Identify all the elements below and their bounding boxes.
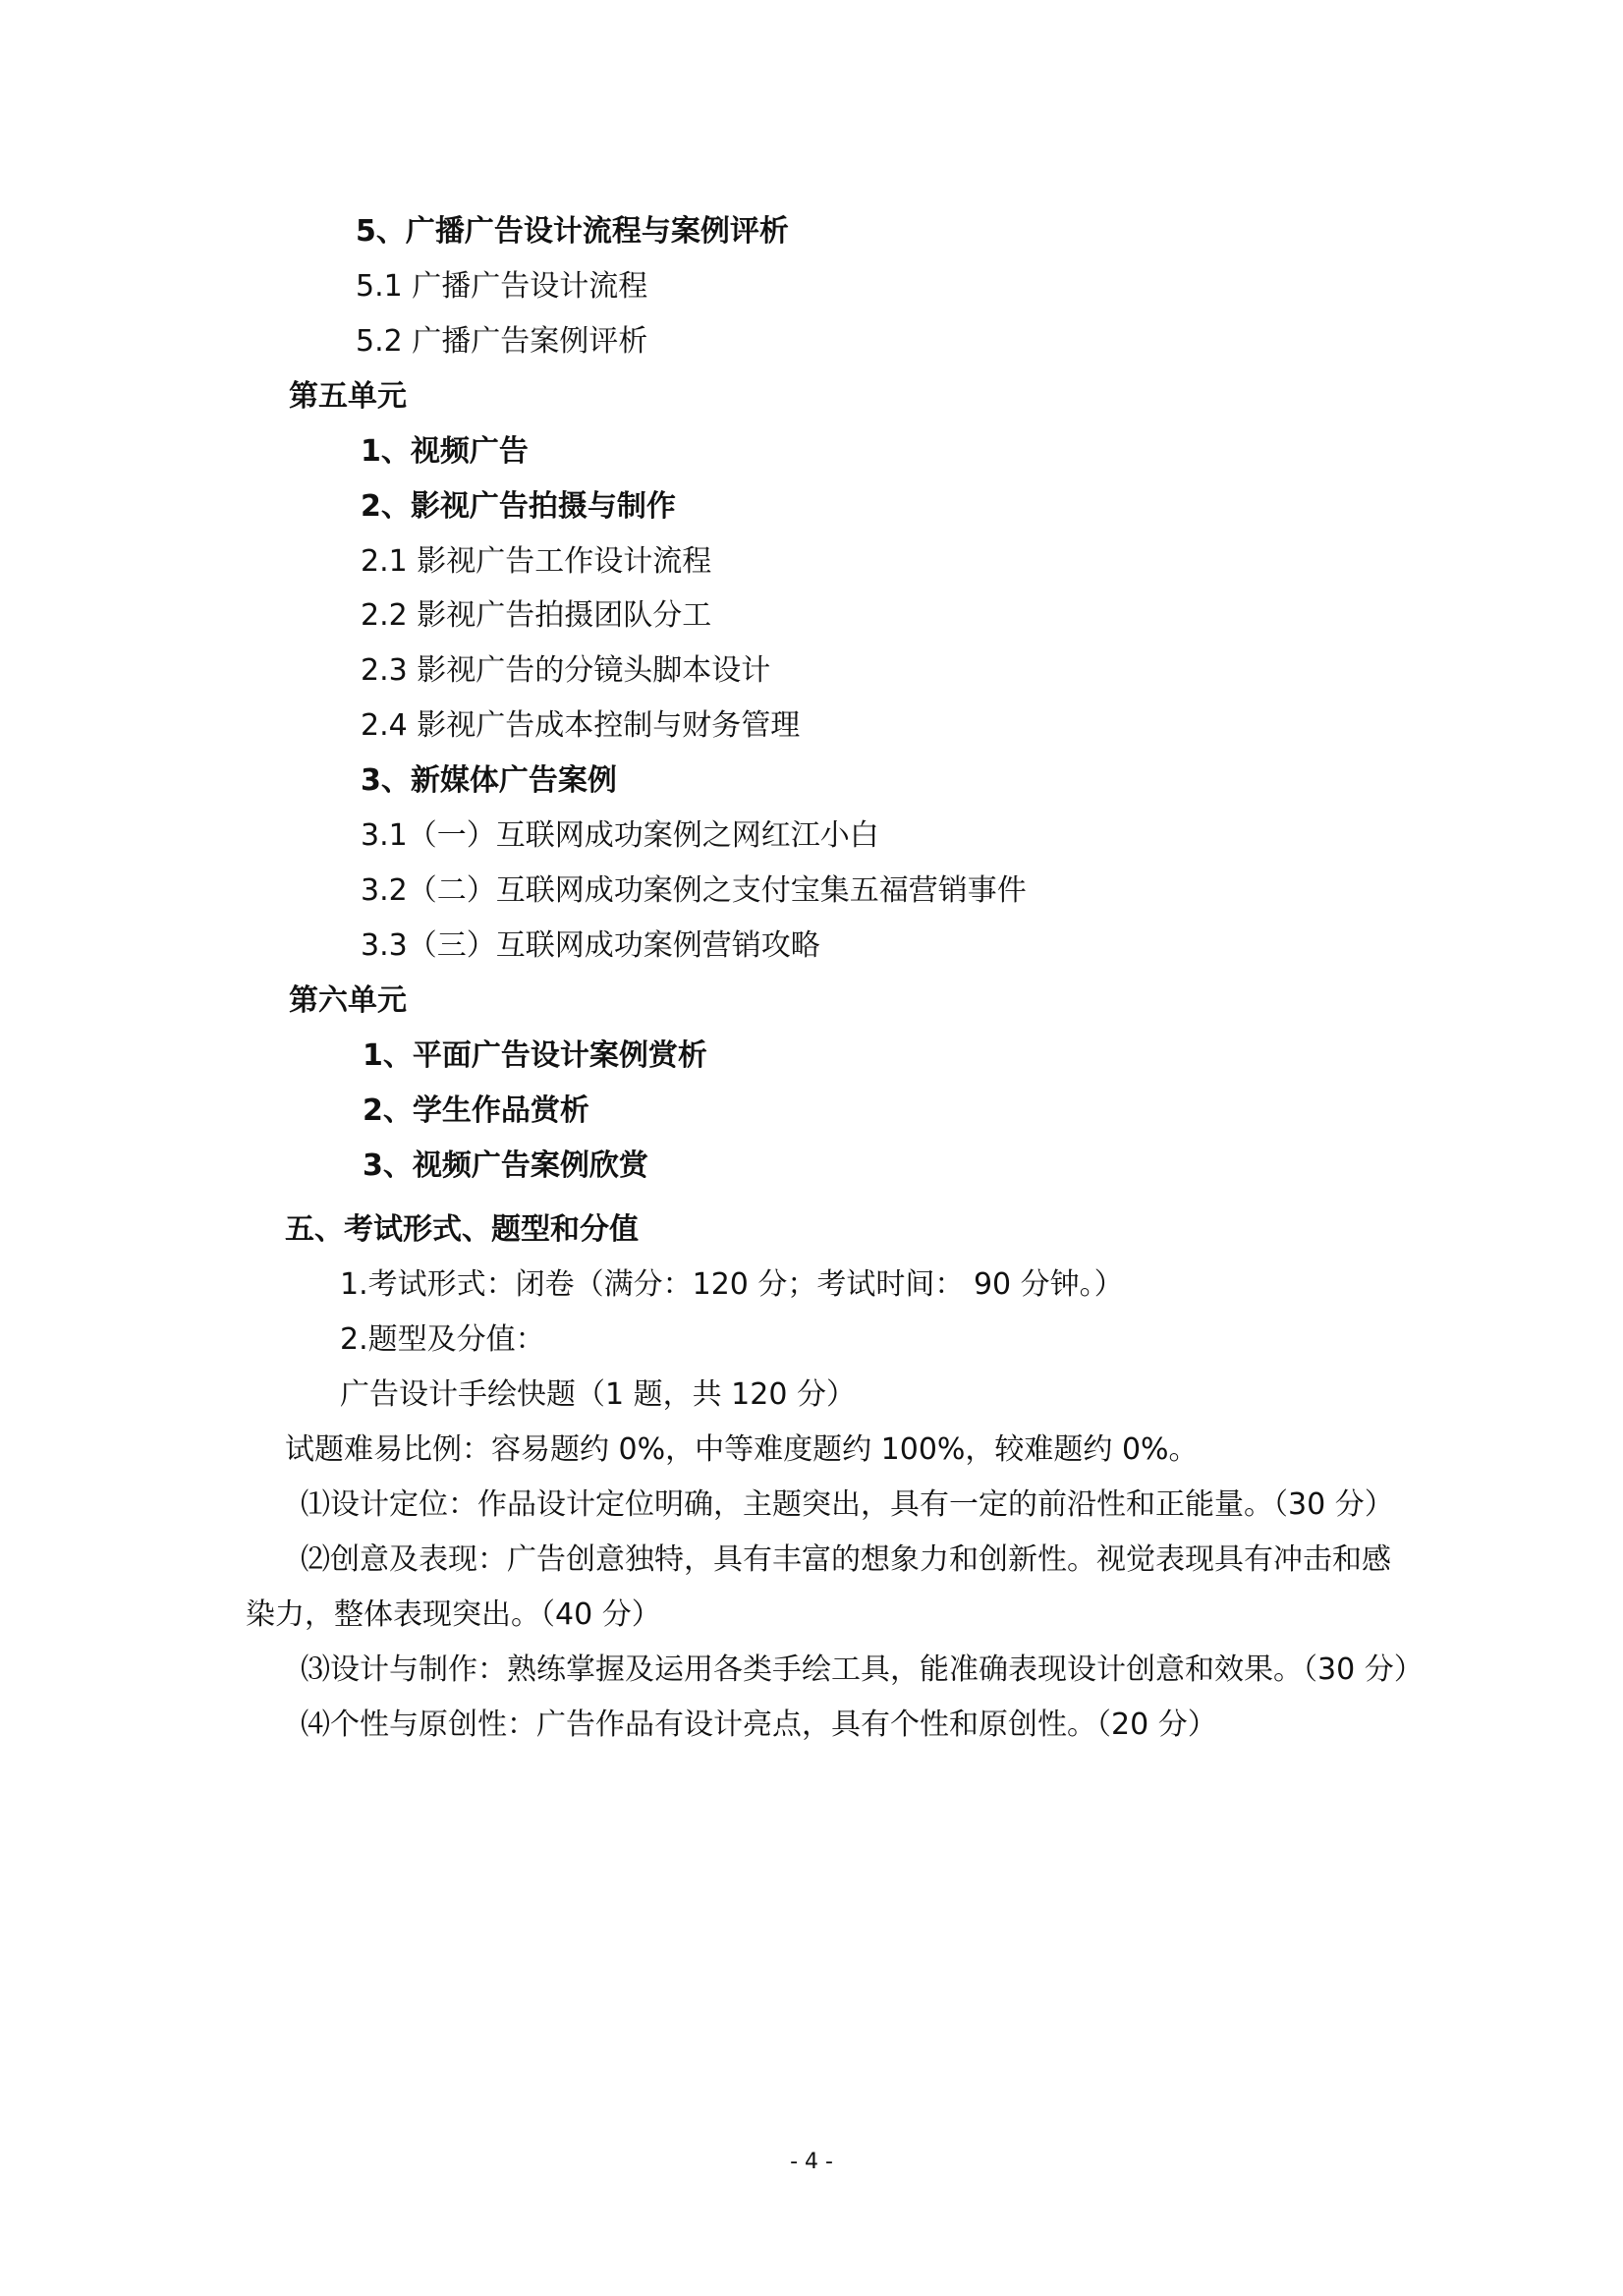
unit-5-heading-3: 3、新媒体广告案例 [361,763,617,798]
criterion-3: ⑶设计与制作：熟练掌握及运用各类手绘工具，能准确表现设计创意和效果。（30 分） [301,1652,1424,1687]
exam-section-title: 五、考试形式、题型和分值 [285,1212,639,1247]
criterion-4: ⑷个性与原创性：广告作品有设计亮点，具有个性和原创性。（20 分） [301,1708,1217,1742]
criterion-1: ⑴设计定位：作品设计定位明确，主题突出，具有一定的前沿性和正能量。（30 分） [301,1487,1394,1522]
subsection-5-1: 5.1 广播广告设计流程 [356,269,648,304]
unit-5-subsection-3-3: 3.3（三）互联网成功案例营销攻略 [361,928,820,963]
unit-5-heading-1: 1、视频广告 [361,434,529,469]
unit-5-subsection-2-4: 2.4 影视广告成本控制与财务管理 [361,708,801,743]
unit-5-subsection-3-2: 3.2（二）互联网成功案例之支付宝集五福营销事件 [361,873,1027,908]
unit-5-subsection-2-1: 2.1 影视广告工作设计流程 [361,544,712,579]
unit-6-heading-1: 1、平面广告设计案例赏析 [363,1038,707,1073]
unit-5-title: 第五单元 [289,379,407,414]
subsection-5-2: 5.2 广播广告案例评析 [356,324,648,359]
criterion-2-line-2: 染力，整体表现突出。（40 分） [246,1597,661,1632]
question-types-label: 2.题型及分值： [340,1322,545,1357]
page-number: - 4 - [790,2150,833,2174]
unit-5-heading-2: 2、影视广告拍摄与制作 [361,489,676,524]
unit-5-subsection-3-1: 3.1（一）互联网成功案例之网红江小白 [361,818,879,853]
criterion-2-line-1: ⑵创意及表现：广告创意独特，具有丰富的想象力和创新性。视觉表现具有冲击和感 [301,1542,1391,1577]
question-type: 广告设计手绘快题（1 题，共 120 分） [340,1377,856,1412]
unit-5-subsection-2-2: 2.2 影视广告拍摄团队分工 [361,598,712,633]
unit-6-heading-2: 2、学生作品赏析 [363,1093,589,1128]
unit-6-heading-3: 3、视频广告案例欣赏 [363,1148,648,1183]
unit-6-title: 第六单元 [289,983,407,1018]
exam-form: 1.考试形式：闭卷（满分：120 分；考试时间： 90 分钟。） [340,1267,1124,1302]
unit-5-subsection-2-3: 2.3 影视广告的分镜头脚本设计 [361,653,771,688]
difficulty-ratio: 试题难易比例：容易题约 0%，中等难度题约 100%，较难题约 0%。 [285,1432,1199,1467]
section-5-heading: 5、广播广告设计流程与案例评析 [356,214,789,249]
